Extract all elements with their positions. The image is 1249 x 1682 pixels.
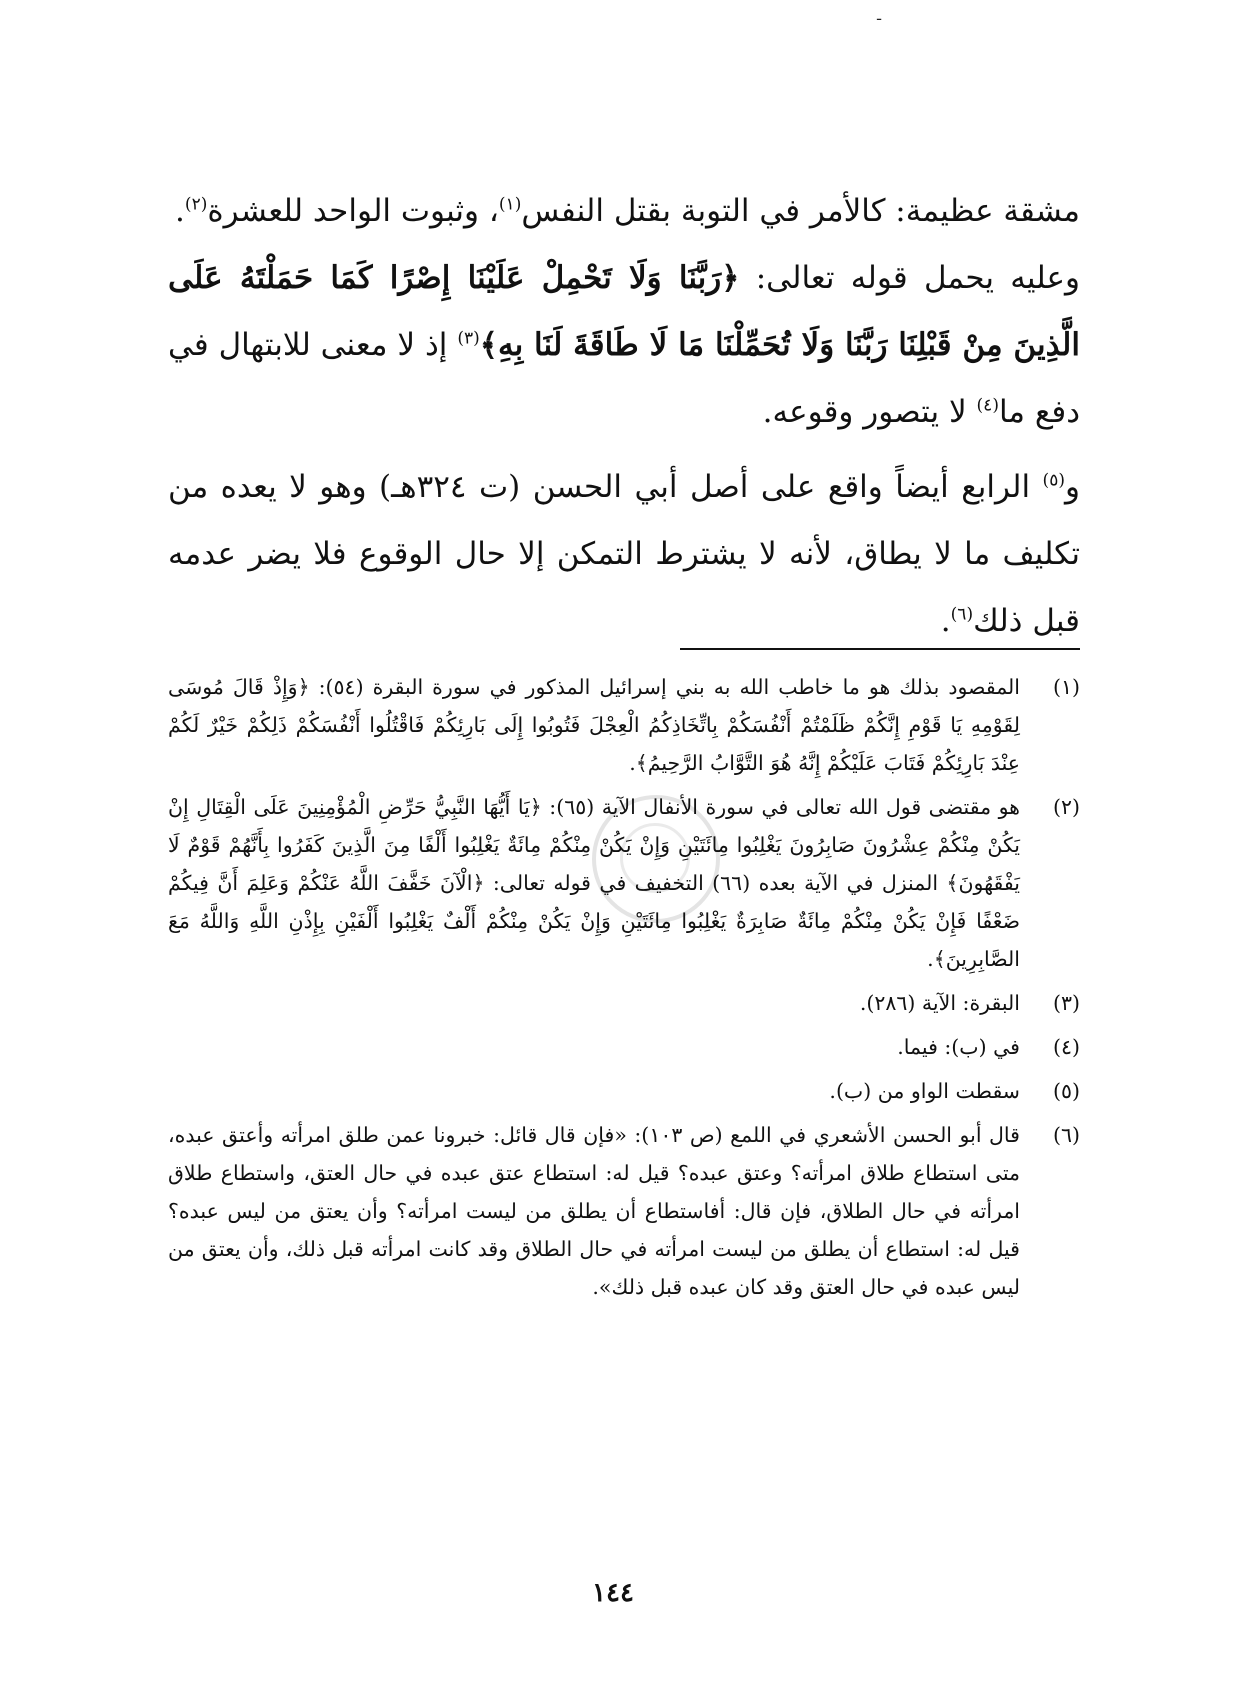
footnote-number: (٣) <box>1052 991 1080 1015</box>
footnote-1 <box>168 668 1080 782</box>
footnote-text: هو مقتضى قول الله تعالى في سورة الأنفال الآية (٦٥): ﴿يَا أَيُّهَا النَّبِيُّ حَرِّضِ الْمُؤْمِنِينَ عَلَى الْقِتَالِ إِنْ يَكُنْ مِنْكُمْ عِشْرُونَ صَابِرُونَ يَغْلِبُوا مِائَتَيْنِ وَإِنْ يَكُنْ مِنْكُمْ مِائَةٌ يَغْلِبُوا أَلْفًا مِنَ الَّذِينَ كَفَرُوا بِأَنَّهُمْ قَوْمٌ لَا يَفْقَهُونَ﴾ المنزل في الآية بعده (٦٦) التخفيف في قوله تعالى: ﴿الْآنَ خَفَّفَ اللَّهُ عَنْكُمْ وَعَلِمَ أَنَّ فِيكُمْ ضَعْفًا فَإِنْ يَكُنْ مِنْكُمْ مِائَةٌ صَابِرَةٌ يَغْلِبُوا مِائَتَيْنِ وَإِنْ يَكُنْ مِنْكُمْ أَلْفٌ يَغْلِبُوا أَلْفَيْنِ بِإِذْنِ اللَّهِ وَاللَّهُ مَعَ الصَّابِرِينَ﴾. <box>168 795 1020 971</box>
paragraph-1 <box>168 178 1080 245</box>
footnote-4 <box>168 1028 1080 1066</box>
footnote-3 <box>168 984 1080 1022</box>
footnote-ref-2[interactable]: (٢) <box>184 194 208 215</box>
paragraph-2-after: إذ لا معنى للابتهال في دفع ما <box>168 327 1080 430</box>
footnote-ref-1[interactable]: (١) <box>498 194 522 215</box>
footnote-6 <box>168 1116 1080 1306</box>
footnote-text: المقصود بذلك هو ما خاطب الله به بني إسرائيل المذكور في سورة البقرة (٥٤): ﴿وَإِذْ قَالَ مُوسَى لِقَوْمِهِ يَا قَوْمِ إِنَّكُمْ ظَلَمْتُمْ أَنْفُسَكُمْ بِاتِّخَاذِكُمُ الْعِجْلَ فَتُوبُوا إِلَى بَارِئِكُمْ فَاقْتُلُوا أَنْفُسَكُمْ ذَلِكُمْ خَيْرٌ لَكُمْ عِنْدَ بَارِئِكُمْ فَتَابَ عَلَيْكُمْ إِنَّهُ هُوَ التَّوَّابُ الرَّحِيمُ﴾. <box>168 675 1021 775</box>
footnote-text: في (ب): فيما. <box>897 1035 1020 1059</box>
paragraph-3 <box>168 454 1080 655</box>
footnote-5 <box>168 1072 1080 1110</box>
paragraph-3-start: و <box>1065 469 1080 505</box>
footnote-text: قال أبو الحسن الأشعري في اللمع (ص ١٠٣): «فإن قال قائل: خبرونا عمن طلق امرأته وأعتق عبده، متى استطاع طلاق امرأته؟ وعتق عبده؟ قيل له: استطاع عتق عبده في حال العتق، واستطاع طلاق امرأته في حال الطلاق، فإن قال: أفاستطاع أن يطلق من ليست امرأته؟ وأن يعتق من ليس عبده؟ قيل له: استطاع أن يطلق من ليست امرأته في حال الطلاق وقد كانت امرأته قبل ذلك، وأن يعتق من ليس عبده في حال العتق وقد كان عبده قبل ذلك». <box>168 1123 1020 1299</box>
footnotes <box>168 668 1080 1312</box>
paragraph-1-end: . <box>175 193 185 229</box>
main-text <box>168 178 1080 655</box>
paragraph-3-end: . <box>940 603 951 639</box>
footnote-ref-4[interactable]: (٤) <box>976 395 999 416</box>
footnote-text: البقرة: الآية (٢٨٦). <box>859 991 1020 1015</box>
paragraph-2-intro: وعليه يحمل قوله تعالى: <box>739 260 1080 296</box>
quran-verse: ﴿رَبَّنَا وَلَا تَحْمِلْ عَلَيْنَا إِصْرًا كَمَا حَمَلْتَهُ عَلَى الَّذِينَ مِنْ قَبْلِنَا رَبَّنَا وَلَا تُحَمِّلْنَا مَا لَا طَاقَةَ لَنَا بِهِ﴾ <box>168 260 1080 363</box>
footnote-number: (٥) <box>1052 1079 1080 1103</box>
footnote-ref-6[interactable]: (٦) <box>950 604 974 625</box>
footnote-divider <box>680 648 1080 650</box>
footnote-2 <box>168 788 1080 978</box>
page-number: ١٤٤ <box>592 1578 634 1608</box>
footnote-ref-5[interactable]: (٥) <box>1042 470 1066 491</box>
footnote-number: (٢) <box>1052 795 1080 819</box>
paragraph-3-text: الرابع أيضاً واقع على أصل أبي الحسن (ت ٣٢٤هـ) وهو لا يعده من تكليف ما لا يطاق، لأنه لا يشترط التمكن إلا حال الوقوع فلا يضر عدمه قبل ذلك <box>168 469 1080 639</box>
top-mark: ـ <box>877 8 882 24</box>
paragraph-2 <box>168 245 1080 446</box>
paragraph-1-mid: ، وثبوت الواحد للعشرة <box>207 193 499 229</box>
footnote-number: (٦) <box>1052 1123 1080 1147</box>
footnote-number: (٤) <box>1052 1035 1080 1059</box>
footnote-text: سقطت الواو من (ب). <box>829 1079 1020 1103</box>
paragraph-2-end: لا يتصور وقوعه. <box>762 394 977 430</box>
footnote-ref-3[interactable]: (٣) <box>457 328 480 349</box>
paragraph-1-text: مشقة عظيمة: كالأمر في التوبة بقتل النفس <box>521 193 1080 229</box>
footnote-number: (١) <box>1052 675 1080 699</box>
